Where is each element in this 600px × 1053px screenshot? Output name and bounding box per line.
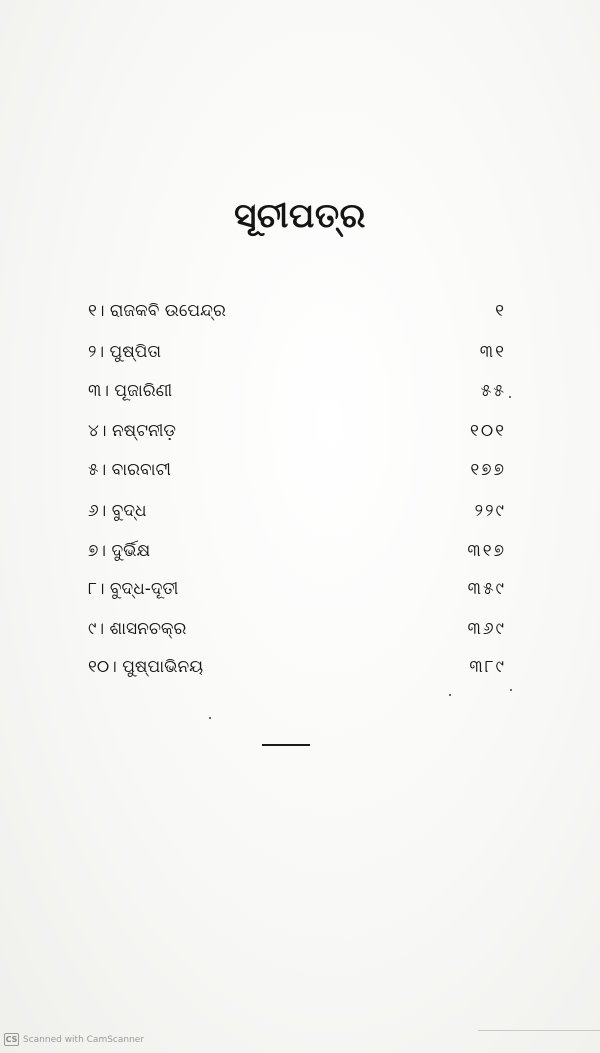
toc-entry-label: ୯। ଶାସନଚକ୍ର xyxy=(88,619,187,639)
toc-page-number: ୨୨୯ xyxy=(474,501,506,521)
toc-entry-label: ୩। ପୂଜାରିଣୀ xyxy=(88,381,173,401)
speck-mark xyxy=(449,694,451,696)
camscanner-watermark xyxy=(4,1033,144,1046)
camscanner-logo-icon: CS xyxy=(5,1035,18,1044)
speck-mark xyxy=(209,717,211,719)
toc-entry-label: ୭। ଦୁର୍ଭିକ୍ଷ xyxy=(88,541,151,561)
toc-entry-label: ୧୦। ପୁଷ୍ପାଭିନୟ xyxy=(88,657,204,677)
watermark-text: Scanned with CamScanner xyxy=(23,1034,145,1045)
toc-page-number: ୩୫୯ xyxy=(467,579,506,599)
toc-row xyxy=(88,337,506,367)
toc-row xyxy=(88,614,506,644)
speck-mark xyxy=(509,396,511,398)
toc-row xyxy=(88,416,506,446)
toc-entry-label: ୬। ବୁଦ୍ଧ xyxy=(88,501,147,521)
toc-row xyxy=(88,455,506,485)
toc-page-number: ୩୧୭ xyxy=(467,541,506,561)
toc-entry-label: ୫। ବାରବାଟୀ xyxy=(88,460,171,480)
toc-row xyxy=(88,652,506,682)
toc-row xyxy=(88,536,506,566)
toc-row xyxy=(88,296,506,326)
toc-row xyxy=(88,496,506,526)
section-end-rule xyxy=(262,744,310,746)
toc-page-number: ୧୭୭ xyxy=(470,460,506,480)
toc-row xyxy=(88,376,506,406)
toc-page-number: ୩୧ xyxy=(479,342,506,362)
toc-entry-label: ୪। ନଷ୍ଟନୀଡ଼ xyxy=(88,421,177,441)
toc-row xyxy=(88,574,506,604)
toc-page-number: ୩୮୯ xyxy=(469,657,506,677)
toc-page-number: ୧୦୧ xyxy=(469,421,506,441)
speck-mark xyxy=(510,689,512,691)
toc-entry-label: ୧। ରାଜକବି ଉପେନ୍ଦ୍ର xyxy=(88,301,226,321)
page-title: ସୂଚୀପତ୍ର xyxy=(234,196,366,236)
toc-entry-label: ୮। ବୁଦ୍ଧ-ଦୂତୀ xyxy=(88,579,179,599)
toc-entry-label: ୨। ପୁଷ୍ପିତା xyxy=(88,342,162,362)
footer-line xyxy=(478,1030,600,1031)
toc-page-number: ୩୬୯ xyxy=(467,619,506,639)
toc-page-number: ୫୫ xyxy=(480,381,506,401)
toc-page-number: ୧ xyxy=(495,301,506,321)
